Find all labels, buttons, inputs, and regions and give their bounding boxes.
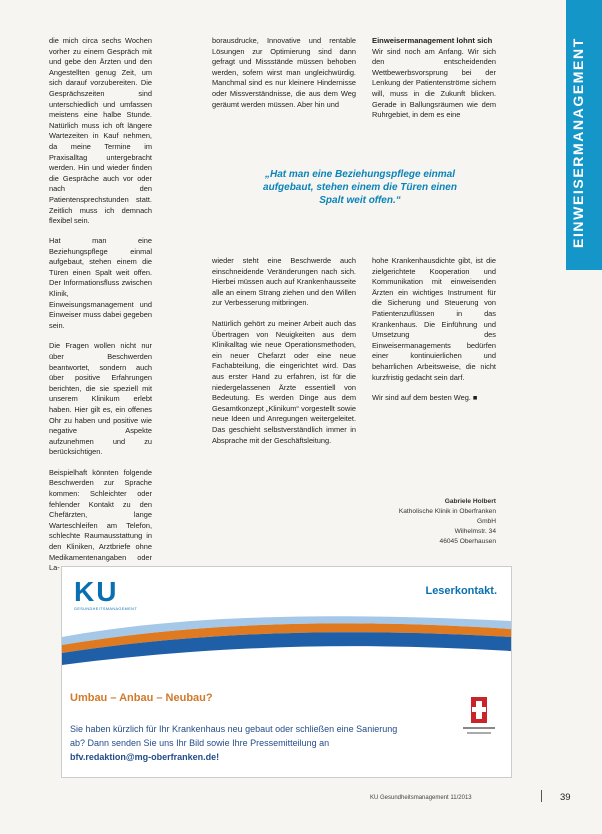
author-org: Katholische Klinik in Oberfranken xyxy=(398,508,496,515)
ad-tagline: Leserkontakt. xyxy=(425,585,497,597)
page-number: 39 xyxy=(560,792,571,803)
section-sidebar xyxy=(566,0,602,270)
paragraph: Natürlich gehört zu meiner Arbeit auch das Übertragen von Neuigkeiten aus dem Klinikalltag wie neue Operationsmethoden, ein neuer Chefarzt oder eine neue Fachabteilung, die eingerichtet wird. Das aus erster Hand zu erfahren, ist für die niedergelassenen Ärzte essentiell von Bedeutung. Es werden Dinge aus dem Gesamtkonzept „Klinikum“ vorgestellt sowie neue Ideen und Anregungen weitergeleitet. Das geschieht selbstverständlich immer in Absprache mit der Geschäftsleitung. xyxy=(212,318,356,445)
paragraph: wieder steht eine Beschwerde auch einschneidende Veränderungen nach sich. Hierbei müssen auch auf Krankenhausseite alle an einem Strang ziehen und den Willen zur Verbesserung mitbringen. xyxy=(212,256,356,308)
subheading: Einweisermanagement lohnt sich xyxy=(372,36,493,45)
award-badge-icon xyxy=(461,695,497,743)
paragraph: die mich circa sechs Wochen vorher zu einem Gespräch mit und gebe den Ärzten und den Angestellten genug Zeit, um sich darauf vorzubereiten. Die Gesprächszeiten sind unterschiedlich und umfassen meistens eine halbe Stunde. Natürlich muss ich oft längere Wartezeiten in Kauf nehmen, da meine Termine im Praxisalltag untergebracht werden. Hin und wieder finden die Gespräche auch vor oder nach den Patientensprechstunden statt. Zeitlich muss ich demnach flexibel sein. xyxy=(49,36,152,226)
paragraph: Beispielhaft könnten folgende Beschwerden zur Sprache kommen: Schleichter oder fehlender Kontakt zu den Chefärzten, lange Warteschleifen am Telefon, schlechte Raumausstattung in den Kliniken, Arztbriefe ohne Medikamentenangaben oder La- xyxy=(49,467,152,573)
paragraph: Wir sind auf dem besten Weg. ■ xyxy=(372,393,478,403)
ad-body-text xyxy=(70,722,400,764)
paragraph: Die Fragen wollen nicht nur über Beschwerden beantwortet, sondern auch über positive Erfahrungen berichten, die sie speziell mit unserem Klinikum erlebt haben. Hier gilt es, ein offenes Ohr zu haben und positive wie negative Aspekte aufzunehmen und zu berücksichtigen. xyxy=(49,341,152,457)
author-name: Gabriele Holbert xyxy=(444,498,496,505)
column-1-top xyxy=(49,36,152,237)
footer-publication: KU Gesundheitsmanagement 11/2013 xyxy=(370,795,472,801)
ad-headline: Umbau – Anbau – Neubau? xyxy=(70,692,213,704)
footer-divider xyxy=(541,790,542,802)
author-city: 46045 Oberhausen xyxy=(439,538,496,545)
pull-quote: „Hat man eine Beziehungspflege einmal aufgebaut, stehen einem die Türen einen Spalt weit offen.“ xyxy=(263,169,457,206)
paragraph: Wir sind noch am Anfang. Wir sich den entscheidenden Wettbewerbsvorsprung bei der Lenkung der Patientenströme sichern will, muss in die Zukunft blicken. Gerade in Ballungsräumen wie dem Ruhrgebiet, in dem es eine xyxy=(372,46,496,120)
ad-body: Sie haben kürzlich für Ihr Krankenhaus neu gebaut oder schließen eine Sanierung ab? Dann senden Sie uns Ihr Bild sowie Ihre Pressemitteilung an xyxy=(70,724,398,748)
advertisement xyxy=(61,566,512,778)
paragraph: hohe Krankenhausdichte gibt, ist die zielgerichtete Kooperation und Kommunikation mit einweisenden Ärzten ein wichtiges Instrument für die Sicherung und Steuerung von Patientenzuflüssen in das Krankenhaus. Die Einführung und Umsetzung des Einweisermanagements bedürfen einer kontinuierlichen und beharrlichen Arbeitsweise, die nicht kurzfristig gedacht sein darf. xyxy=(372,256,496,382)
wave-graphic xyxy=(62,607,511,667)
column-2-top xyxy=(212,36,356,120)
logo-subtitle: GESUNDHEITSMANAGEMENT xyxy=(74,607,138,611)
author-signature xyxy=(372,497,496,547)
paragraph: Hat man eine Beziehungspflege einmal aufgebaut, stehen einem die Türen einen Spalt weit offen. Der Informationsfluss zwischen Klinik, Einweisungsmanagement und Einweiser muss dabei gegeben sein. xyxy=(49,236,152,330)
section-title: EINWEISERMANAGEMENT xyxy=(570,37,586,248)
column-1-bottom xyxy=(49,236,152,584)
column-3-bottom xyxy=(372,256,496,414)
paragraph: borausdrucke, Innovative und rentable Lösungen zur Optimierung sind dann gefragt und Missstände müssen behoben werden, sofern wirst man ungleichwürdig. Manchmal sind es nur kleinere Hindernisse oder Missverständnisse, die aus dem Weg geräumt werden müssen. Aber hin und xyxy=(212,36,356,109)
column-3-top xyxy=(372,36,496,131)
column-2-bottom xyxy=(212,256,356,456)
author-street: Wilhelmstr. 34 xyxy=(454,528,496,535)
logo-text: KU xyxy=(74,576,119,607)
author-org2: GmbH xyxy=(476,518,496,525)
ad-email-link[interactable]: bfv.redaktion@mg-oberfranken.de! xyxy=(70,752,220,762)
